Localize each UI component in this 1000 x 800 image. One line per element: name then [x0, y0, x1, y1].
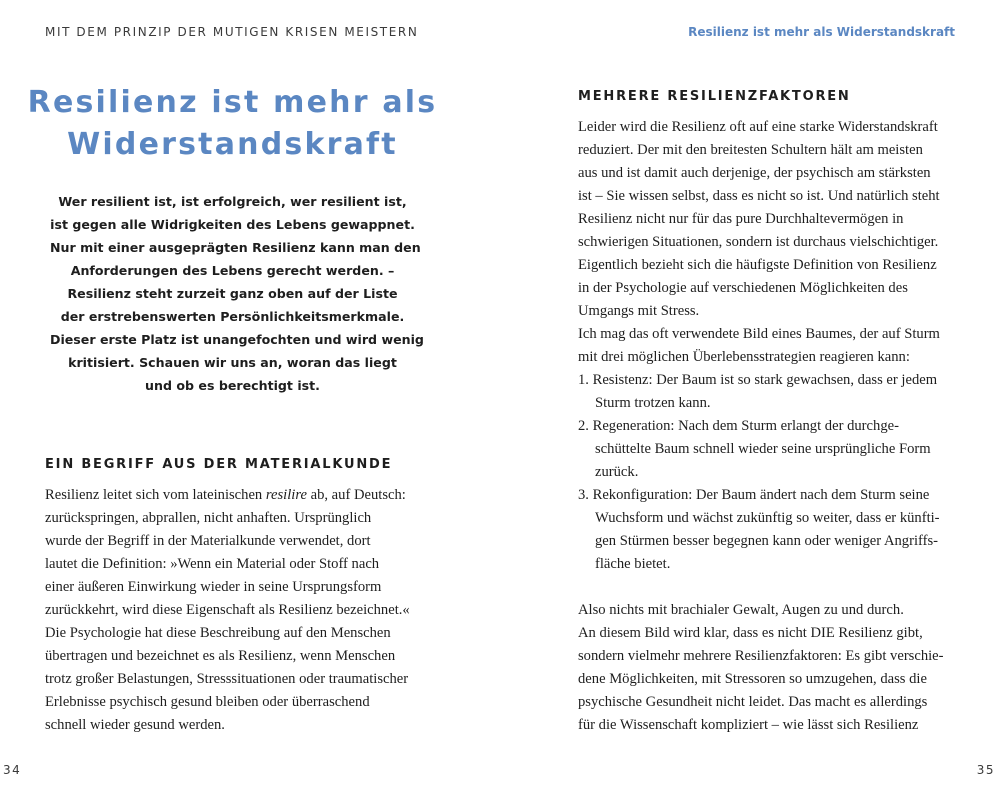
- body-line: schnell wieder gesund werden.: [45, 717, 225, 733]
- body-line: Leider wird die Resilienz oft auf eine starke Widerstandskraft: [578, 119, 938, 135]
- body-line: reduziert. Der mit den breitesten Schultern hält am meisten: [578, 142, 923, 158]
- list-item-continuation: fläche bietet.: [595, 556, 671, 572]
- body-text-left: [45, 484, 445, 737]
- list-item-regeneration: 2. Regeneration: Nach dem Sturm erlangt der durchge-: [578, 418, 899, 434]
- intro-line: ist gegen alle Widrigkeiten des Lebens gewappnet.: [50, 217, 415, 232]
- intro-line: kritisiert. Schauen wir uns an, woran das liegt: [68, 355, 397, 370]
- list-item-rekonfiguration: 3. Rekonfiguration: Der Baum ändert nach dem Sturm seine: [578, 487, 930, 503]
- body-line: [45, 484, 445, 507]
- list-item-continuation: schüttelte Baum schnell wieder seine ursprüngliche Form: [595, 441, 931, 457]
- list-item-resistenz: 1. Resistenz: Der Baum ist so stark gewachsen, dass er jedem: [578, 372, 938, 388]
- chapter-title-line: Widerstandskraft: [67, 127, 398, 162]
- body-line: mit drei möglichen Überlebensstrategien reagieren kann:: [578, 349, 910, 365]
- body-text-right: [578, 116, 978, 737]
- body-line: ist – Sie wissen selbst, dass es nicht so ist. Und natürlich steht: [578, 188, 940, 204]
- body-line: Erlebnisse psychisch gesund bleiben oder überraschend: [45, 694, 370, 710]
- chapter-title: [20, 82, 445, 166]
- chapter-title-line: Resilienz ist mehr als: [27, 85, 438, 120]
- latin-term: resilire: [265, 487, 307, 503]
- body-line: aus und ist damit auch derjenige, der psychisch am stärksten: [578, 165, 931, 181]
- body-line: zurückkehrt, wird diese Eigenschaft als Resilienz bezeichnet.«: [45, 602, 410, 618]
- body-line: in der Psychologie auf verschiedenen Möglichkeiten des: [578, 280, 908, 296]
- right-page: [500, 0, 1000, 800]
- body-line-segment: ab, auf Deutsch:: [306, 487, 406, 503]
- list-item-continuation: Sturm trotzen kann.: [595, 395, 711, 411]
- running-head-left: MIT DEM PRINZIP DER MUTIGEN KRISEN MEISTERN: [45, 25, 419, 39]
- intro-line: der erstrebenswerten Persönlichkeitsmerkmale.: [60, 309, 405, 324]
- list-item-continuation: Wuchsform und wächst zukünftig so weiter, dass er künfti-: [595, 510, 940, 526]
- page-number-right: 35: [976, 763, 995, 777]
- intro-paragraph: [50, 190, 424, 397]
- body-line: einer äußeren Einwirkung wieder in seine Ursprungsform: [45, 579, 382, 595]
- intro-line: Resilienz steht zurzeit ganz oben auf der Liste: [67, 286, 398, 301]
- body-line: Die Psychologie hat diese Beschreibung auf den Menschen: [45, 625, 391, 641]
- body-line: übertragen und bezeichnet es als Resilienz, wenn Menschen: [45, 648, 396, 664]
- section-heading-resilienzfaktoren: MEHRERE RESILIENZFAKTOREN: [578, 89, 851, 104]
- list-item-continuation: gen Stürmen besser begegnen kann oder weniger Angriffs-: [595, 533, 938, 549]
- body-line: Also nichts mit brachialer Gewalt, Augen zu und durch.: [578, 602, 904, 618]
- body-line: dene Möglichkeiten, mit Stressoren so umzugehen, dass die: [578, 671, 927, 687]
- intro-line: Wer resilient ist, ist erfolgreich, wer resilient ist,: [58, 194, 407, 209]
- body-line: Eigentlich bezieht sich die häufigste Definition von Resilienz: [578, 257, 937, 273]
- body-line: sondern vielmehr mehrere Resilienzfaktoren: Es gibt verschie-: [578, 648, 944, 664]
- paragraph-gap: [578, 576, 978, 599]
- page-number-left: 34: [3, 763, 22, 777]
- body-line: für die Wissenschaft kompliziert – wie lässt sich Resilienz: [578, 717, 919, 733]
- body-line-segment: Resilienz leitet sich vom lateinischen: [45, 487, 266, 503]
- intro-line: Dieser erste Platz ist unangefochten und wird wenig: [50, 332, 424, 347]
- section-heading-materialkunde: EIN BEGRIFF AUS DER MATERIALKUNDE: [45, 457, 393, 472]
- intro-line: Nur mit einer ausgeprägten Resilienz kann man den: [50, 240, 421, 255]
- intro-line: und ob es berechtigt ist.: [145, 378, 320, 393]
- body-line: An diesem Bild wird klar, dass es nicht DIE Resilienz gibt,: [578, 625, 923, 641]
- list-item-continuation: zurück.: [595, 464, 639, 480]
- intro-line: Anforderungen des Lebens gerecht werden. –: [70, 263, 395, 278]
- body-line: lautet die Definition: »Wenn ein Material oder Stoff nach: [45, 556, 380, 572]
- running-head-right: Resilienz ist mehr als Widerstandskraft: [688, 25, 955, 39]
- body-line: Umgangs mit Stress.: [578, 303, 700, 319]
- body-line: wurde der Begriff in der Materialkunde verwendet, dort: [45, 533, 371, 549]
- body-line: schwierigen Situationen, sondern ist durchaus vielschichtiger.: [578, 234, 939, 250]
- body-line: Ich mag das oft verwendete Bild eines Baumes, der auf Sturm: [578, 326, 940, 342]
- body-line: trotz großer Belastungen, Stresssituationen oder traumatischer: [45, 671, 409, 687]
- body-line: Resilienz nicht nur für das pure Durchhaltevermögen in: [578, 211, 904, 227]
- body-line: psychische Gesundheit nicht leidet. Das macht es allerdings: [578, 694, 928, 710]
- body-line: zurückspringen, abprallen, nicht anhaften. Ursprünglich: [45, 510, 372, 526]
